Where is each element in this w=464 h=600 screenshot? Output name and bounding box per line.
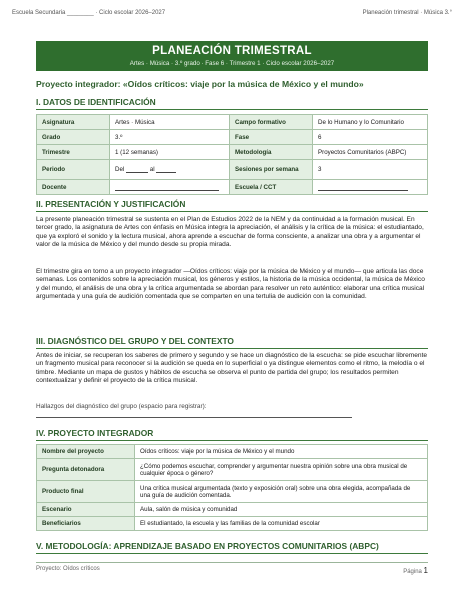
period-field	[110, 160, 230, 180]
cell-value: Artes · Música	[110, 115, 230, 130]
school-field	[313, 180, 428, 195]
cell-value: ¿Cómo podemos escuchar, comprender y argumentar nuestra opinión sobre una obra musical de cualquier época o género?	[135, 459, 428, 481]
cell-value: 3	[313, 160, 428, 180]
cell-value: 6	[313, 130, 428, 145]
cell-label: Pregunta detonadora	[37, 459, 135, 481]
teacher-field	[110, 180, 230, 195]
cell-label: Trimestre	[37, 145, 110, 160]
footer-divider	[36, 562, 428, 563]
cell-label: Nombre del proyecto	[37, 445, 135, 459]
table-row	[37, 481, 428, 503]
cell-label: Grado	[37, 130, 110, 145]
document-subtitle: Artes · Música · 3.º grado · Fase 6 · Trimestre 1 · Ciclo escolar 2026–2027	[129, 60, 335, 67]
identification-table	[36, 114, 428, 195]
table-row	[37, 145, 428, 160]
document-title: PLANEACIÓN TRIMESTRAL	[152, 45, 312, 57]
period-to-label: al	[149, 166, 155, 173]
school-blank	[318, 184, 408, 191]
teacher-blank	[115, 184, 219, 191]
section-methodology-heading: V. METODOLOGÍA: APRENDIZAJE BASADO EN PROYECTOS COMUNITARIOS (ABPC)	[36, 541, 428, 554]
table-row	[37, 517, 428, 531]
cell-label: Periodo	[37, 160, 110, 180]
diagnosis-note: Hallazgos del diagnóstico del grupo (espacio para registrar):	[36, 403, 207, 410]
footer-project-name: Proyecto: Oídos críticos	[36, 566, 100, 572]
cell-label: Escuela / CCT	[230, 180, 313, 195]
title-banner	[36, 41, 428, 71]
cell-value: De lo Humano y lo Comunitario	[313, 115, 428, 130]
cell-label: Docente	[37, 180, 110, 195]
table-row	[37, 115, 428, 130]
cell-label: Campo formativo	[230, 115, 313, 130]
table-row	[37, 160, 428, 180]
table-row	[37, 459, 428, 481]
cell-label: Beneficiarios	[37, 517, 135, 531]
presentation-paragraph-1: La presente planeación trimestral se sustenta en el Plan de Estudios 2022 de la NEM y da continuidad a la formación musical. En tercer grado, la asignatura de Artes con énfasis en Música integra la apreciación, el análisis y la crítica de la música: el estudiantado, que ya exploró el sonido y la lectura musical, ahora aprende a escuchar de forma consciente, a analizar una obra y a argumentar el valor de la música de México y del mundo desde su propia mirada.	[36, 216, 424, 249]
period-from-label: Del	[115, 166, 125, 173]
page-indicator	[403, 566, 428, 575]
page-number: 1	[423, 566, 428, 575]
page-footer	[36, 566, 428, 575]
presentation-paragraph-2: El trimestre gira en torno a un proyecto integrador —Oídos críticos: viaje por la música de México y el mundo— que articula las doce semanas. Los contenidos sobre la apreciación musical, los géneros y estilos, la historia de la música occidental, la música de México y del mundo, el análisis de una obra y la crítica argumentada se abordan para resolver un reto auténtico: elaborar una crítica musical argumentada y una guía de audición comentada que se comparten en una tertulia de audición con la comunidad.	[36, 268, 425, 301]
cell-value: 3.º	[110, 130, 230, 145]
table-row	[37, 503, 428, 517]
cell-label: Escenario	[37, 503, 135, 517]
section-identification-heading: I. DATOS DE IDENTIFICACIÓN	[36, 97, 428, 110]
cell-label: Metodología	[230, 145, 313, 160]
header-doc-name: Planeación trimestral · Música 3.°	[362, 10, 452, 16]
table-row	[37, 180, 428, 195]
period-end-blank	[156, 166, 176, 173]
table-row	[37, 445, 428, 459]
cell-value: 1 (12 semanas)	[110, 145, 230, 160]
diagnosis-paragraph: Antes de iniciar, se recuperan los saberes de primero y segundo y se hace un diagnóstico de la escucha: se pide escuchar libremente un fragmento musical para reconocer si la audición se queda en lo superficial o ya distingue elementos como el ritmo, la melodía o el timbre. Mediante un mapa de gustos y hábitos de escucha se observa el punto de partida del grupo; los resultados permiten contextualizar y definir el proyecto de la crítica musical.	[36, 352, 428, 385]
cell-label: Asignatura	[37, 115, 110, 130]
section-diagnosis-heading: III. DIAGNÓSTICO DEL GRUPO Y DEL CONTEXTO	[36, 336, 428, 349]
project-title: Proyecto integrador: «Oídos críticos: viaje por la música de México y el mundo»	[36, 79, 364, 89]
cell-value: Oídos críticos: viaje por la música de México y el mundo	[135, 445, 428, 459]
page-label: Página	[403, 569, 422, 575]
page-header	[12, 10, 452, 20]
diagnosis-writing-line[interactable]	[36, 417, 352, 418]
header-school: Escuela Secundaria ________ · Ciclo escolar 2026–2027	[12, 10, 166, 16]
cell-label: Producto final	[37, 481, 135, 503]
cell-value: El estudiantado, la escuela y las familias de la comunidad escolar	[135, 517, 428, 531]
project-table	[36, 444, 428, 531]
section-project-heading: IV. PROYECTO INTEGRADOR	[36, 428, 428, 441]
section-presentation-heading: II. PRESENTACIÓN Y JUSTIFICACIÓN	[36, 199, 428, 212]
period-start-blank	[126, 166, 148, 173]
cell-value: Una crítica musical argumentada (texto y exposición oral) sobre una obra elegida, acompañada de una guía de audición comentada.	[135, 481, 428, 503]
table-row	[37, 130, 428, 145]
cell-label: Fase	[230, 130, 313, 145]
cell-label: Sesiones por semana	[230, 160, 313, 180]
cell-value: Proyectos Comunitarios (ABPC)	[313, 145, 428, 160]
cell-value: Aula, salón de música y comunidad	[135, 503, 428, 517]
